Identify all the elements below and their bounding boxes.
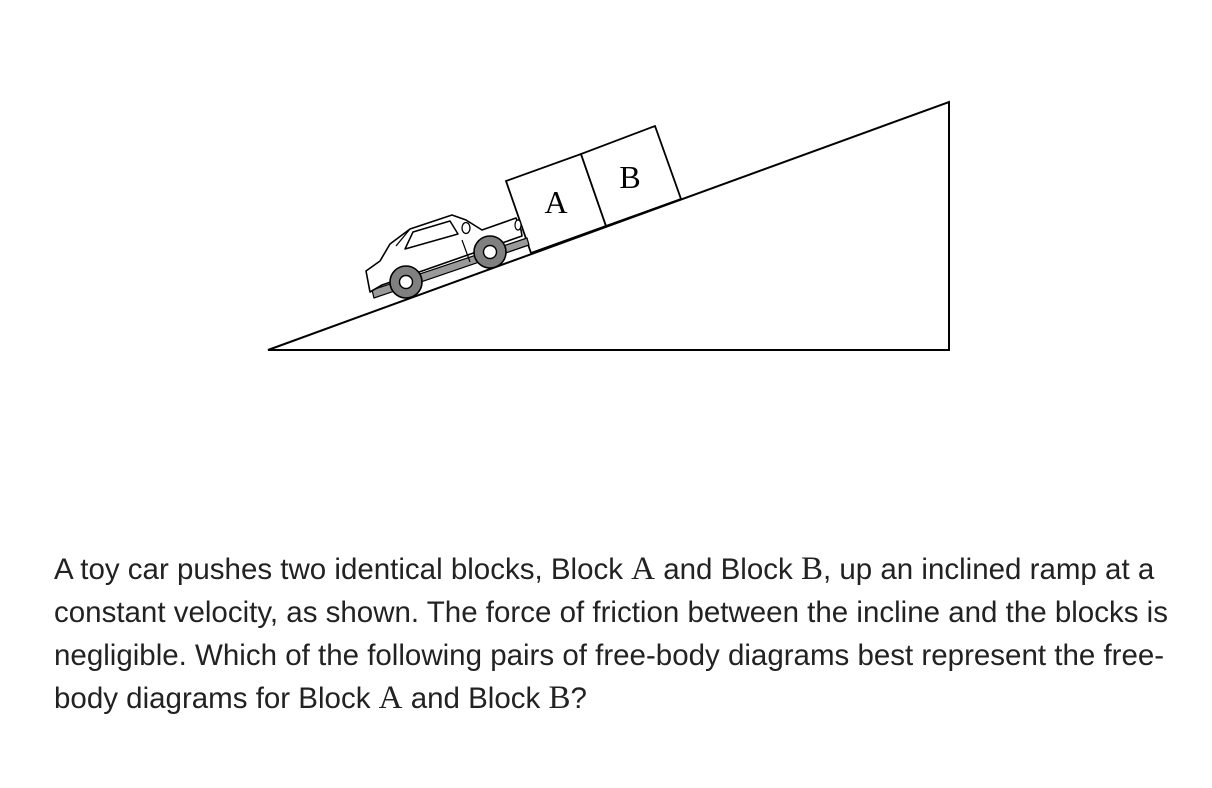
block-a-var-2: A bbox=[378, 680, 403, 716]
block-b-var-2: B bbox=[548, 680, 571, 716]
question-part-4: and Block bbox=[402, 682, 549, 715]
block-b-label: B bbox=[619, 159, 641, 195]
car-front-wheel bbox=[474, 236, 506, 268]
block-a-var: A bbox=[631, 551, 656, 587]
block-b-var: B bbox=[800, 551, 823, 587]
block-a-label: A bbox=[544, 184, 568, 220]
question-part-1: A toy car pushes two identical blocks, Block bbox=[54, 553, 632, 586]
car-rear-wheel bbox=[390, 266, 422, 298]
question-part-3: , up an inclined ramp at a constant velocity, as shown. The force of friction between the incline and the blocks is negligible. Which of the following pairs of free-body diagrams best represent the free-body diagrams for Block bbox=[54, 553, 1168, 715]
question-part-2: and Block bbox=[655, 553, 801, 586]
question-text bbox=[54, 548, 1174, 720]
question-part-5: ? bbox=[570, 682, 587, 715]
